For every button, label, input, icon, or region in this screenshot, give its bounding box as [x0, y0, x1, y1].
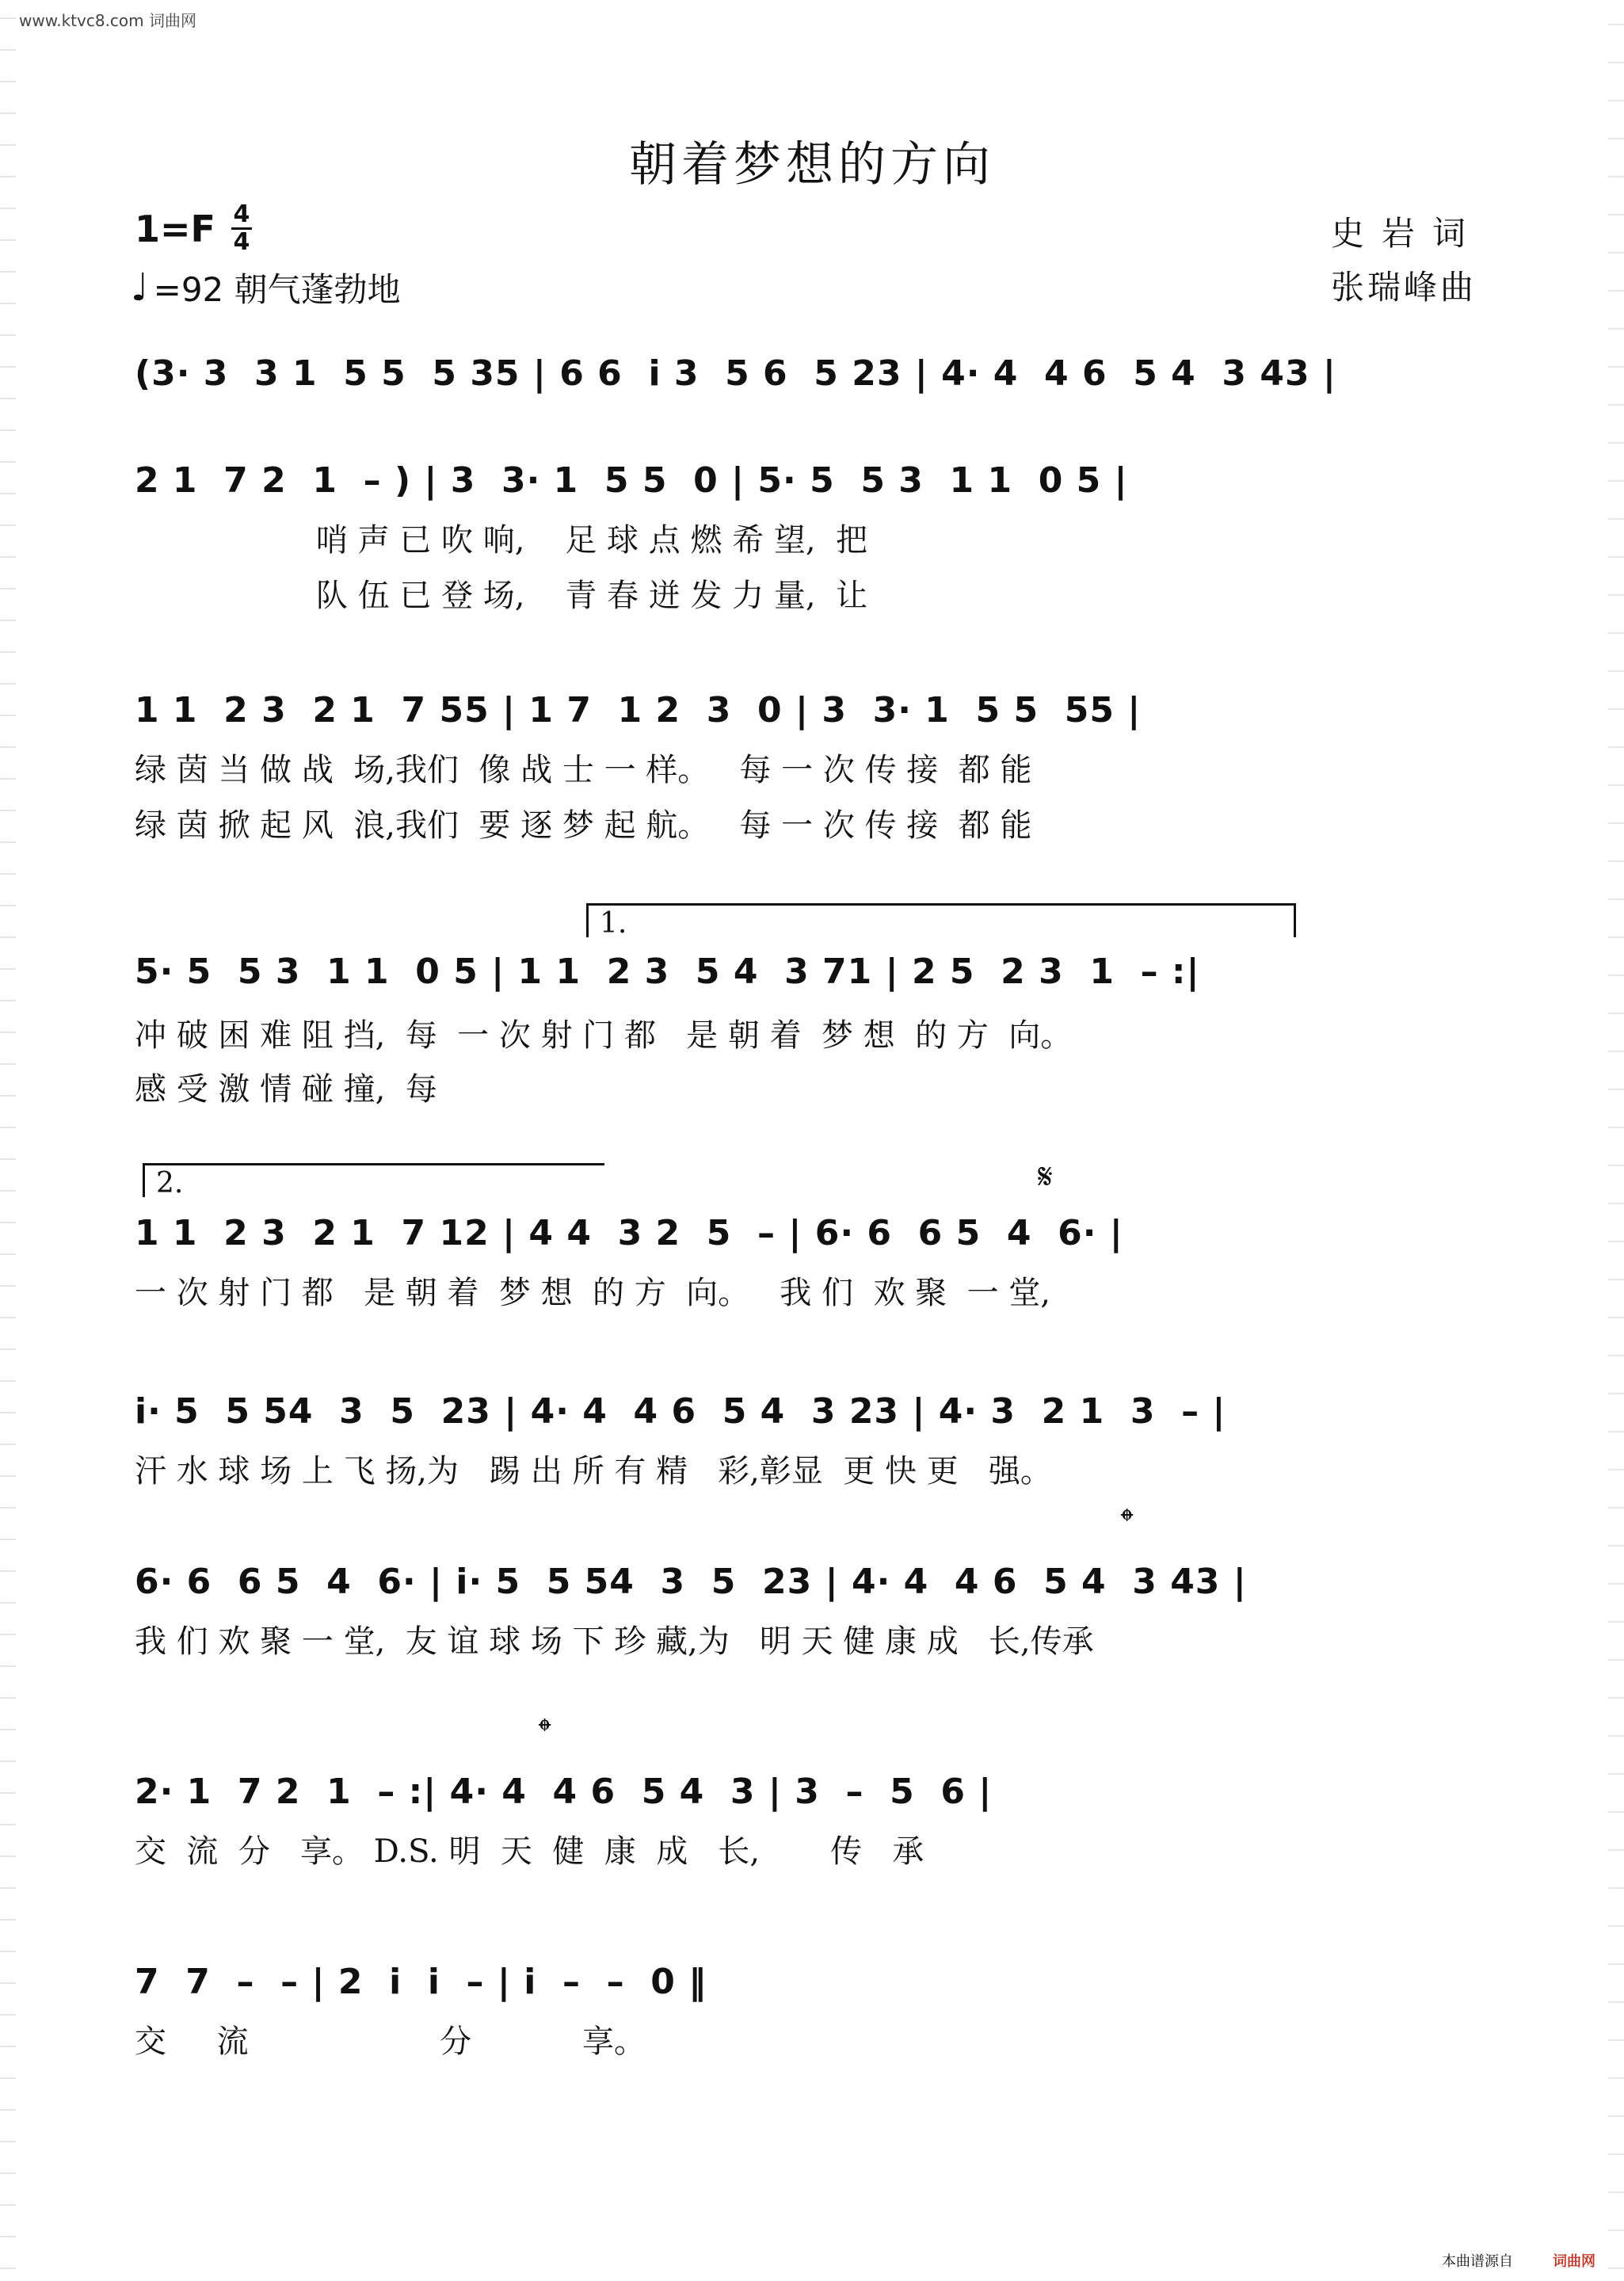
score-row-9 — [135, 1957, 1418, 2068]
notes-text: 6· 6 6 5 4 6· | i· 5 5 54 3 5 23 | 4· 4 4 6 5 4 3 43 | — [135, 1562, 1247, 1602]
notes-text: 2 1 7 2 1 – ) | 3 3· 1 5 5 0 | 5· 5 5 3 1 1 0 5 | — [135, 460, 1128, 501]
score-row-6 — [135, 1387, 1418, 1497]
page-edge-right — [1608, 0, 1624, 2281]
segno-icon: 𝄋 — [1038, 1157, 1053, 1197]
volta-label: 2. — [156, 1167, 184, 1200]
coda-icon: 𝄌 — [1121, 1501, 1134, 1542]
notation-line — [135, 685, 1418, 749]
notes-text: 1 1 2 3 2 1 7 12 | 4 4 3 2 5 – | 6· 6 6 5 4 6· | — [135, 1213, 1123, 1253]
lyric-verse-2: 绿 茵 掀 起 风 浪,我们 要 逐 梦 起 航。 每 一 次 传 接 都 能 — [135, 807, 1032, 844]
key-signature — [135, 202, 252, 255]
notation-line — [135, 456, 1418, 519]
score-row-3 — [135, 685, 1418, 844]
footer-source-label: 本曲谱源自 — [1442, 2253, 1513, 2270]
notation-line — [135, 1387, 1418, 1450]
lyric-verse-1: 交 流 分 享。 D.S. 明 天 健 康 成 长, 传 承 — [135, 1833, 924, 1870]
lyric-verse-1: 汗 水 球 场 上 飞 扬,为 踢 出 所 有 精 彩,彰显 更 快 更 强。 — [135, 1453, 1052, 1490]
notes-text: 1 1 2 3 2 1 7 55 | 1 7 1 2 3 0 | 3 3· 1 5 5 55 | — [135, 690, 1142, 730]
notation-line — [135, 1767, 1418, 1830]
time-signature — [231, 202, 252, 255]
score-row-5 — [135, 1208, 1418, 1319]
score-row-2 — [135, 456, 1418, 614]
volta-bracket-1 — [586, 903, 1296, 940]
score-row-7 — [135, 1557, 1418, 1668]
notes-text: 7 7 – – | 2 i i – | i – – 0 ‖ — [135, 1962, 707, 2002]
lyric-verse-2: 感 受 激 情 碰 撞, 每 — [135, 1071, 437, 1108]
score-row-4 — [135, 947, 1418, 1108]
composer: 张瑞峰曲 — [1331, 268, 1477, 307]
notation-line — [135, 947, 1418, 1010]
lyric-verse-1: 哨 声 已 吹 响, 足 球 点 燃 希 望, 把 — [135, 522, 868, 559]
time-top: 4 — [233, 200, 250, 228]
lyric-verse-1: 交 流 分 享。 — [135, 2024, 646, 2060]
notes-text: 2· 1 7 2 1 – :| 4· 4 4 6 5 4 3 | 3 – 5 6 | — [135, 1772, 993, 1812]
notation-line — [135, 1957, 1418, 2020]
tempo-marking — [131, 264, 401, 311]
lyric-verse-1: 冲 破 困 难 阻 挡, 每 一 次 射 门 都 是 朝 着 梦 想 的 方 向。 — [135, 1017, 1073, 1054]
notes-text: i· 5 5 54 3 5 23 | 4· 4 4 6 5 4 3 23 | 4· 3 2 1 3 – | — [135, 1391, 1226, 1432]
lyric-verse-1: 一 次 射 门 都 是 朝 着 梦 想 的 方 向。 我 们 欢 聚 一 堂, — [135, 1275, 1051, 1311]
page-edge-left — [0, 0, 16, 2281]
lyric-verse-2: 队 伍 已 登 场, 青 春 迸 发 力 量, 让 — [135, 578, 868, 614]
volta-label: 1. — [600, 907, 627, 940]
coda-icon: 𝄌 — [539, 1711, 551, 1752]
notation-line — [135, 1208, 1418, 1272]
score-row-1 — [135, 349, 1418, 420]
song-title: 朝着梦想的方向 — [629, 137, 995, 193]
notes-text: 5· 5 5 3 1 1 0 5 | 1 1 2 3 5 4 3 71 | 2 5 2 3 1 – :| — [135, 952, 1200, 992]
notes-text: (3· 3 3 1 5 5 5 35 | 6 6 i 3 5 6 5 23 | 4· 4 4 6 5 4 3 43 | — [135, 353, 1336, 394]
volta-bracket-2 — [143, 1163, 604, 1200]
lyric-verse-1: 绿 茵 当 做 战 场,我们 像 战 士 一 样。 每 一 次 传 接 都 能 — [135, 752, 1032, 788]
notation-line — [135, 1557, 1418, 1620]
lyricist: 史岩词 — [1331, 214, 1484, 253]
quarter-note-icon: ♩ — [131, 265, 149, 310]
notation-line — [135, 349, 1418, 412]
key-label: 1=F — [135, 207, 215, 250]
time-bottom: 4 — [233, 228, 250, 256]
score-row-8 — [135, 1767, 1418, 1878]
watermark: www.ktvc8.com 词曲网 — [19, 11, 197, 30]
footer-logo: 词曲网 — [1553, 2253, 1595, 2270]
lyric-verse-1: 我 们 欢 聚 一 堂, 友 谊 球 场 下 珍 藏,为 明 天 健 康 成 长,传承 — [135, 1623, 1094, 1660]
tempo-text: =92 朝气蓬勃地 — [153, 270, 401, 309]
